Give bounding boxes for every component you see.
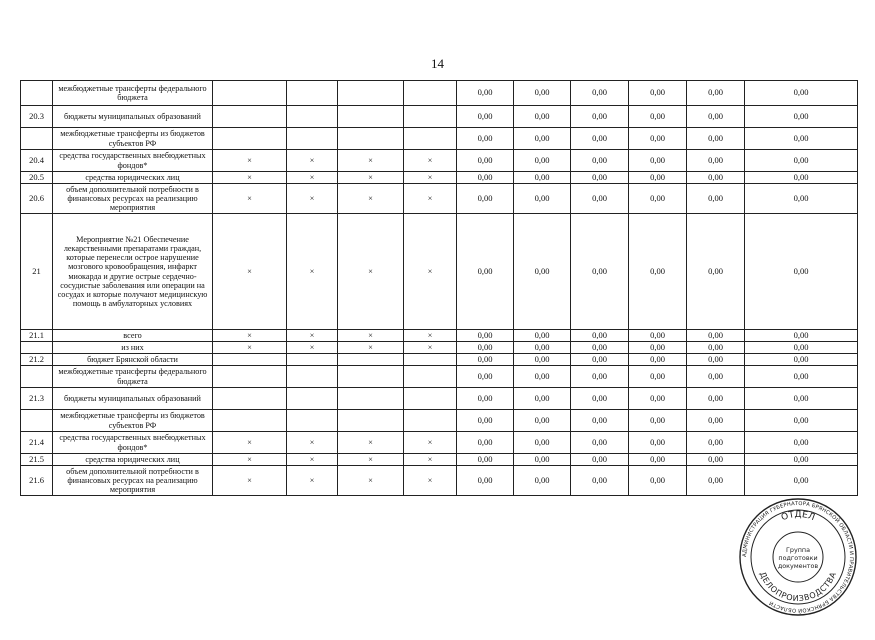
row-mark: × xyxy=(404,454,457,466)
row-value: 0,00 xyxy=(457,366,514,388)
department-stamp xyxy=(738,497,858,617)
row-value: 0,00 xyxy=(514,432,571,454)
row-value: 0,00 xyxy=(629,330,687,342)
row-value: 0,00 xyxy=(457,454,514,466)
row-value: 0,00 xyxy=(629,432,687,454)
row-value: 0,00 xyxy=(687,366,745,388)
table-row xyxy=(21,330,858,342)
row-mark: × xyxy=(404,330,457,342)
row-mark xyxy=(287,81,338,106)
row-value: 0,00 xyxy=(514,106,571,128)
row-code: 21.3 xyxy=(21,388,53,410)
table-row xyxy=(21,172,858,184)
row-code: 20.5 xyxy=(21,172,53,184)
row-code: 20.4 xyxy=(21,150,53,172)
row-code xyxy=(21,81,53,106)
row-value: 0,00 xyxy=(514,354,571,366)
row-value: 0,00 xyxy=(629,466,687,496)
row-mark: × xyxy=(404,150,457,172)
row-mark xyxy=(287,388,338,410)
row-value: 0,00 xyxy=(457,214,514,330)
row-mark xyxy=(338,366,404,388)
row-value: 0,00 xyxy=(571,106,629,128)
row-mark xyxy=(404,128,457,150)
row-code: 21 xyxy=(21,214,53,330)
row-value: 0,00 xyxy=(514,81,571,106)
row-mark xyxy=(287,410,338,432)
row-value: 0,00 xyxy=(745,466,858,496)
row-name: Мероприятие №21 Обеспечение лекарственными препаратами граждан, которые перенесли острое нарушение мозгового кровообращения, инфаркт миокарда и другие острые сердечно-сосудистые заболевания или операции на сосудах и которые получают медицинскую помощь в амбулаторных условиях xyxy=(53,214,213,330)
row-value: 0,00 xyxy=(745,342,858,354)
row-mark: × xyxy=(213,214,287,330)
row-value: 0,00 xyxy=(745,410,858,432)
table-row xyxy=(21,342,858,354)
row-value: 0,00 xyxy=(629,172,687,184)
row-value: 0,00 xyxy=(571,466,629,496)
table-row xyxy=(21,184,858,214)
row-value: 0,00 xyxy=(571,342,629,354)
row-value: 0,00 xyxy=(629,128,687,150)
table-row xyxy=(21,388,858,410)
row-mark: × xyxy=(287,150,338,172)
row-mark xyxy=(338,388,404,410)
row-mark: × xyxy=(287,342,338,354)
row-code xyxy=(21,410,53,432)
row-value: 0,00 xyxy=(514,454,571,466)
table-row xyxy=(21,128,858,150)
row-value: 0,00 xyxy=(571,184,629,214)
row-name: межбюджетные трансферты федерального бюджета xyxy=(53,366,213,388)
row-value: 0,00 xyxy=(514,214,571,330)
row-mark: × xyxy=(338,150,404,172)
row-value: 0,00 xyxy=(745,454,858,466)
row-code: 20.6 xyxy=(21,184,53,214)
row-code xyxy=(21,366,53,388)
row-value: 0,00 xyxy=(687,410,745,432)
table-row xyxy=(21,432,858,454)
row-value: 0,00 xyxy=(629,354,687,366)
row-value: 0,00 xyxy=(457,106,514,128)
row-value: 0,00 xyxy=(629,410,687,432)
row-mark: × xyxy=(213,454,287,466)
row-value: 0,00 xyxy=(745,172,858,184)
row-mark: × xyxy=(287,454,338,466)
row-value: 0,00 xyxy=(687,214,745,330)
budget-table xyxy=(20,80,858,496)
row-value: 0,00 xyxy=(687,454,745,466)
stamp-department: ОТДЕЛ xyxy=(780,509,816,524)
row-mark xyxy=(287,366,338,388)
row-name: из них xyxy=(53,342,213,354)
row-mark: × xyxy=(287,184,338,214)
row-value: 0,00 xyxy=(457,354,514,366)
row-value: 0,00 xyxy=(687,354,745,366)
row-mark xyxy=(287,106,338,128)
row-mark: × xyxy=(338,342,404,354)
row-value: 0,00 xyxy=(514,150,571,172)
row-value: 0,00 xyxy=(571,81,629,106)
row-mark: × xyxy=(338,330,404,342)
row-mark: × xyxy=(404,184,457,214)
row-mark xyxy=(213,366,287,388)
row-value: 0,00 xyxy=(571,354,629,366)
row-value: 0,00 xyxy=(457,388,514,410)
row-name: межбюджетные трансферты федерального бюджета xyxy=(53,81,213,106)
row-value: 0,00 xyxy=(514,184,571,214)
row-mark: × xyxy=(213,172,287,184)
row-value: 0,00 xyxy=(514,342,571,354)
row-value: 0,00 xyxy=(571,150,629,172)
row-name: межбюджетные трансферты из бюджетов субъектов РФ xyxy=(53,410,213,432)
row-value: 0,00 xyxy=(629,184,687,214)
row-mark: × xyxy=(404,466,457,496)
row-mark xyxy=(338,128,404,150)
row-value: 0,00 xyxy=(571,366,629,388)
row-name: средства юридических лиц xyxy=(53,172,213,184)
row-value: 0,00 xyxy=(687,342,745,354)
stamp-inner-text: ДЕЛОПРОИЗВОДСТВА xyxy=(757,570,839,604)
table-row xyxy=(21,106,858,128)
stamp-center-line-2: подготовки xyxy=(778,554,818,562)
row-mark: × xyxy=(213,330,287,342)
row-value: 0,00 xyxy=(687,466,745,496)
table-row xyxy=(21,410,858,432)
row-mark xyxy=(213,128,287,150)
row-mark: × xyxy=(213,466,287,496)
row-value: 0,00 xyxy=(629,366,687,388)
row-value: 0,00 xyxy=(687,150,745,172)
stamp-center-line-3: документов xyxy=(777,562,819,570)
table-row xyxy=(21,150,858,172)
row-value: 0,00 xyxy=(514,410,571,432)
row-value: 0,00 xyxy=(514,172,571,184)
row-value: 0,00 xyxy=(571,128,629,150)
row-mark xyxy=(213,388,287,410)
row-value: 0,00 xyxy=(745,354,858,366)
row-value: 0,00 xyxy=(514,366,571,388)
row-value: 0,00 xyxy=(745,128,858,150)
row-value: 0,00 xyxy=(745,81,858,106)
row-mark: × xyxy=(287,466,338,496)
row-mark xyxy=(213,106,287,128)
row-value: 0,00 xyxy=(514,388,571,410)
row-value: 0,00 xyxy=(745,366,858,388)
row-value: 0,00 xyxy=(745,106,858,128)
row-mark xyxy=(404,354,457,366)
row-name: средства государственных внебюджетных фондов* xyxy=(53,432,213,454)
row-mark xyxy=(287,354,338,366)
row-code: 21.4 xyxy=(21,432,53,454)
row-value: 0,00 xyxy=(571,388,629,410)
row-name: всего xyxy=(53,330,213,342)
row-mark: × xyxy=(213,150,287,172)
stamp-outer-text: АДМИНИСТРАЦИЯ ГУБЕРНАТОРА БРЯНСКОЙ ОБЛАСТИ И ПРАВИТЕЛЬСТВА БРЯНСКОЙ ОБЛАСТИ xyxy=(741,500,855,614)
row-name: межбюджетные трансферты из бюджетов субъектов РФ xyxy=(53,128,213,150)
row-value: 0,00 xyxy=(629,454,687,466)
row-value: 0,00 xyxy=(514,466,571,496)
row-value: 0,00 xyxy=(514,330,571,342)
row-mark: × xyxy=(338,454,404,466)
table-body xyxy=(21,81,858,496)
row-name: бюджеты муниципальных образований xyxy=(53,106,213,128)
row-value: 0,00 xyxy=(629,150,687,172)
row-mark: × xyxy=(213,342,287,354)
stamp-center-line-1: Группа xyxy=(785,546,811,554)
row-code: 21.1 xyxy=(21,330,53,342)
row-mark: × xyxy=(213,432,287,454)
row-mark xyxy=(404,106,457,128)
row-mark: × xyxy=(338,432,404,454)
row-mark: × xyxy=(287,172,338,184)
row-value: 0,00 xyxy=(457,432,514,454)
row-mark xyxy=(404,410,457,432)
row-value: 0,00 xyxy=(457,81,514,106)
row-mark xyxy=(338,410,404,432)
row-value: 0,00 xyxy=(629,81,687,106)
row-mark: × xyxy=(404,432,457,454)
row-value: 0,00 xyxy=(457,172,514,184)
row-value: 0,00 xyxy=(687,128,745,150)
row-value: 0,00 xyxy=(571,454,629,466)
row-value: 0,00 xyxy=(745,432,858,454)
row-value: 0,00 xyxy=(457,466,514,496)
row-code xyxy=(21,128,53,150)
row-value: 0,00 xyxy=(457,410,514,432)
row-value: 0,00 xyxy=(571,432,629,454)
row-code: 20.3 xyxy=(21,106,53,128)
row-value: 0,00 xyxy=(745,388,858,410)
row-value: 0,00 xyxy=(457,128,514,150)
row-mark xyxy=(404,366,457,388)
row-mark: × xyxy=(338,214,404,330)
row-value: 0,00 xyxy=(745,214,858,330)
row-value: 0,00 xyxy=(514,128,571,150)
row-value: 0,00 xyxy=(745,184,858,214)
row-value: 0,00 xyxy=(457,184,514,214)
table-row xyxy=(21,81,858,106)
row-mark: × xyxy=(213,184,287,214)
row-value: 0,00 xyxy=(687,432,745,454)
row-mark xyxy=(338,354,404,366)
row-mark: × xyxy=(287,330,338,342)
row-name: средства юридических лиц xyxy=(53,454,213,466)
row-name: объем дополнительной потребности в финансовых ресурсах на реализацию мероприятия xyxy=(53,466,213,496)
row-mark: × xyxy=(338,466,404,496)
row-value: 0,00 xyxy=(457,342,514,354)
row-mark xyxy=(213,410,287,432)
row-value: 0,00 xyxy=(687,184,745,214)
row-mark xyxy=(404,388,457,410)
row-mark xyxy=(338,106,404,128)
row-value: 0,00 xyxy=(571,330,629,342)
row-mark: × xyxy=(404,214,457,330)
row-value: 0,00 xyxy=(629,106,687,128)
row-value: 0,00 xyxy=(745,150,858,172)
row-value: 0,00 xyxy=(571,214,629,330)
row-value: 0,00 xyxy=(745,330,858,342)
row-mark: × xyxy=(404,172,457,184)
row-value: 0,00 xyxy=(457,330,514,342)
row-mark xyxy=(404,81,457,106)
page-number: 14 xyxy=(431,56,444,71)
row-value: 0,00 xyxy=(571,410,629,432)
row-code: 21.5 xyxy=(21,454,53,466)
row-name: бюджет Брянской области xyxy=(53,354,213,366)
row-value: 0,00 xyxy=(687,81,745,106)
row-value: 0,00 xyxy=(687,388,745,410)
table-row xyxy=(21,366,858,388)
row-mark: × xyxy=(287,214,338,330)
row-mark xyxy=(213,81,287,106)
table-row xyxy=(21,214,858,330)
row-mark: × xyxy=(404,342,457,354)
row-mark: × xyxy=(338,172,404,184)
row-value: 0,00 xyxy=(457,150,514,172)
table-row xyxy=(21,354,858,366)
row-value: 0,00 xyxy=(687,330,745,342)
row-value: 0,00 xyxy=(687,106,745,128)
row-name: объем дополнительной потребности в финансовых ресурсах на реализацию мероприятия xyxy=(53,184,213,214)
row-value: 0,00 xyxy=(629,388,687,410)
row-value: 0,00 xyxy=(629,214,687,330)
row-mark xyxy=(338,81,404,106)
row-mark xyxy=(213,354,287,366)
row-code: 21.2 xyxy=(21,354,53,366)
row-mark: × xyxy=(287,432,338,454)
table-row xyxy=(21,466,858,496)
row-value: 0,00 xyxy=(687,172,745,184)
row-value: 0,00 xyxy=(571,172,629,184)
row-name: бюджеты муниципальных образований xyxy=(53,388,213,410)
row-mark xyxy=(287,128,338,150)
row-code: 21.6 xyxy=(21,466,53,496)
row-code xyxy=(21,342,53,354)
row-value: 0,00 xyxy=(629,342,687,354)
table-row xyxy=(21,454,858,466)
row-mark: × xyxy=(338,184,404,214)
row-name: средства государственных внебюджетных фондов* xyxy=(53,150,213,172)
